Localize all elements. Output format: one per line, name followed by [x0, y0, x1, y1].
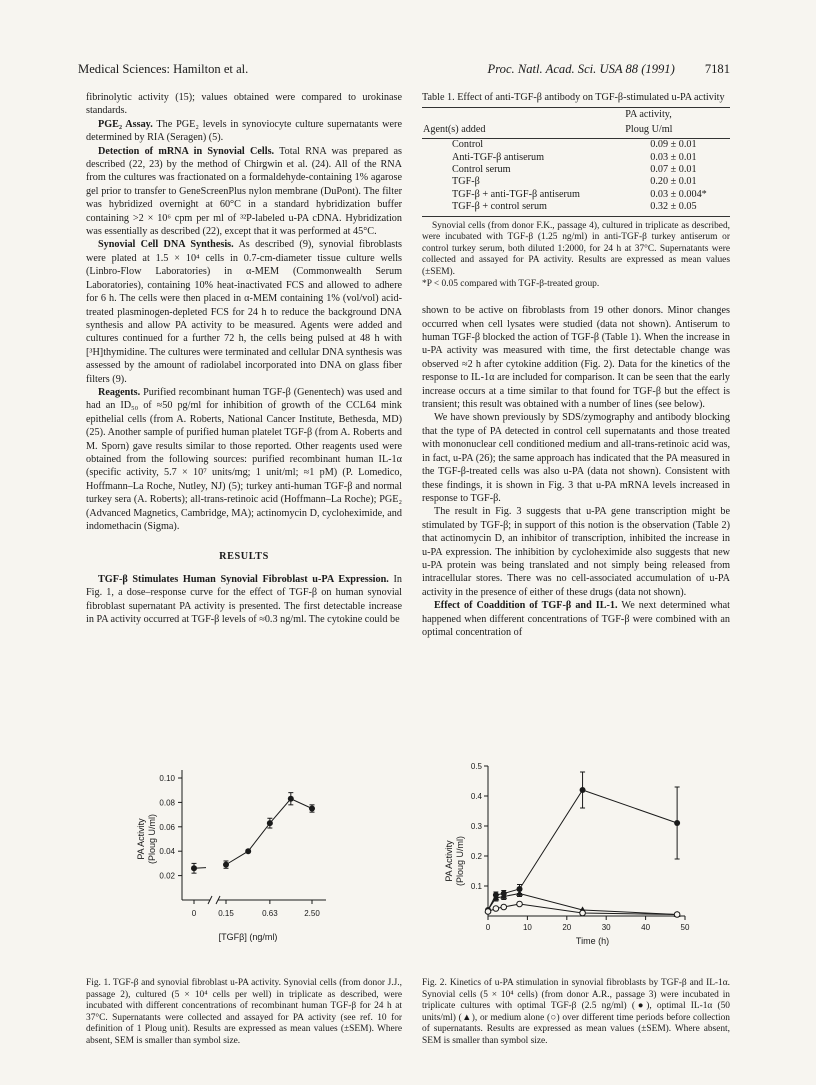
fig2-data-point	[501, 904, 507, 910]
fig2-caption	[422, 978, 730, 1048]
paragraph	[86, 118, 402, 145]
paragraph	[86, 386, 402, 533]
table-note-text: Synovial cells (from donor F.K., passage 4), cultured in triplicate as described, were incubated with TGF-β (1.25 ng/ml) in anti-TGF-β turkey antiserum or control turkey serum, both diluted 1:2000, for 24 h at 37°C. Supernatants were collected and assayed for PA activity. Results are expressed as mean values (±SEM).	[422, 220, 730, 278]
table-row	[422, 139, 730, 152]
section-title: RESULTS	[219, 551, 269, 563]
fig1-data-point	[191, 865, 197, 871]
table-cell: Control serum	[452, 164, 511, 176]
fig1-caption-label: Fig. 1.	[86, 978, 111, 988]
paragraph-text: As described (9), synovial fibroblasts were plated at 1.5 × 10⁴ cells in 0.7-cm-diameter tissue culture wells (Linbro-Flow Laboratories) in α-MEM (Commonwealth Serum Laboratories), containing 10% heat-inactivated FCS and allowed to adhere for 6 h. The cells were then placed in α-MEM containing 1% (vol/vol) acid-treated plasminogen-depleted FCS for 24 h to reduce the background DNA synthesis and allow PA activity to be measured. Agents were added and cultures continued for a further 72 h, the cells being pulsed at 48 h with [³H]thymidine. The cultures were terminated and cellular DNA synthesis was assessed by the amount of radiolabel incorporated into DNA on glass fiber filters (9).	[86, 239, 403, 385]
fig2-data-point	[517, 901, 523, 907]
fig2-x-tick-label: 40	[641, 923, 651, 932]
table-cell: 0.03 ± 0.004*	[650, 188, 707, 200]
table-cell: TGF-β	[452, 176, 480, 188]
paragraph: shown to be active on fibroblasts from 19 other donors. Minor changes occurred when cell lysates were studied (data not shown). Antiserum to human TGF-β blocked the action of TGF-β (Table 1). When the increase in u-PA activity was measured with time, the first detectable change was observed ≈2 h after cytokine addition (Fig. 2). Data for the kinetics of the response to IL-1α are included for comparison. It can be seen that the early increase occurs at a time similar to that found for TGF-β but the effect is transient; this result was obtained with a number of lines (see below).	[422, 305, 730, 411]
table-cell: 0.20 ± 0.01	[650, 176, 697, 188]
fig1-y-label-units: (Ploug U/ml)	[147, 813, 157, 865]
paragraph-text: Total RNA was prepared as described (22, 23) by the method of Chirgwin et al. (24). All of the RNA from the cultures was fractionated on a formaldehyde-containing 1% agarose gel prior to transfer to GeneScreenPlus nylon membrane (DuPont). The filter was hybridized overnight at 60°C in a standard hybridization buffer containing >2 × 10⁶ cpm per ml of ³²P-labeled u-PA cDNA. Hybridization was essentially as described (22), except that it was performed at 45°C.	[86, 145, 402, 238]
table-cell: Control	[452, 139, 484, 151]
header-journal: Proc. Natl. Acad. Sci. USA 88 (1991)	[487, 62, 675, 76]
table-cell: TGF-β + anti-TGF-β antiserum	[452, 188, 580, 200]
figure-1	[120, 758, 350, 953]
fig1-data-point	[245, 848, 251, 854]
fig1-x-tick-label: 0.15	[218, 909, 234, 918]
run-in-heading: Detection of mRNA in Synovial Cells.	[98, 145, 275, 157]
fig1-x-label: [TGFβ] (ng/ml)	[218, 932, 278, 942]
run-in-heading: Effect of Coaddition of TGF-β and IL-1.	[434, 600, 618, 612]
fig2-data-point	[493, 906, 499, 912]
table-header	[422, 108, 624, 123]
fig2-x-tick-label: 10	[522, 923, 532, 932]
figure-2	[430, 756, 720, 971]
table-cell: 0.32 ± 0.05	[624, 201, 730, 216]
run-in-heading: TGF-β Stimulates Human Synovial Fibroblast u-PA Expression.	[98, 573, 389, 585]
fig1-y-tick-label: 0.10	[159, 774, 175, 783]
fig2-data-point	[580, 787, 586, 793]
fig2-caption-text: Kinetics of u-PA stimulation in synovial fibroblasts by TGF-β and IL-1α. Synovial cells (5 × 10⁴ cells) (from donor A.R., passage 3) were incubated in triplicate cultures with optimal TGF-β (2.5 ng/ml) (●), optimal IL-1α (50 units/ml) (▲), or medium alone (○) over different time periods before collection of supernatants. Results are expressed as mean values (±SEM). Where absent, SEM is smaller than symbol size.	[422, 978, 730, 1046]
paragraph	[422, 599, 730, 639]
paragraph-text: Purified recombinant human TGF-β (Genentech) was used and had an ID₅₀ of ≈50 pg/ml for inhibition of growth of the CCL64 mink epithelial cells (from A. Roberts, National Cancer Institute, Bethesda, MD) (25). Another sample of purified human platelet TGF-β (from A. Roberts and M. Sporn) gave results similar to those reported. Other reagents used were obtained from the following sources: purified recombinant human IL-1α (specific activity, 5.7 × 10⁷ units/mg; 1 unit/ml; ≈1 pM) (P. Lomedico, Hoffmann–La Roche, Nutley, NJ) (5); turkey anti-human TGF-β and normal turkey sera (A. Roberts); all-trans-retinoic acid (Hoffmann–La Roche); PGE₂ (Advanced Magnetics, Cambridge, MA); actinomycin D, cycloheximide, and indomethacin (Sigma).	[86, 386, 403, 532]
paragraph-text: In Fig. 1, a dose–response curve for the effect of TGF-β on human synovial fibroblast supernatant PA activity is presented. The first detectable increase in PA activity occurred at TGF-β levels of ≈0.3 ng/ml. The cytokine could be	[86, 573, 402, 626]
fig2-caption-label: Fig. 2.	[422, 978, 447, 988]
fig2-y-tick-label: 0.2	[470, 852, 482, 861]
fig2-x-tick-label: 50	[680, 923, 690, 932]
fig1-y-label: PA Activity	[136, 818, 146, 860]
page-number: 7181	[704, 62, 730, 76]
fig2-y-label-units: (Ploug U/ml)	[455, 835, 465, 887]
paragraph	[86, 573, 402, 627]
run-in-heading: PGE₂ Assay.	[98, 118, 153, 130]
fig1-data-point	[223, 862, 229, 868]
fig2-data-point	[674, 820, 680, 826]
table-cell: 0.03 ± 0.01	[650, 151, 697, 163]
right-column	[422, 91, 730, 639]
paragraph	[86, 238, 402, 385]
table-row	[422, 164, 730, 176]
fig1-y-tick-label: 0.08	[159, 798, 175, 808]
run-in-heading: Synovial Cell DNA Synthesis.	[98, 239, 234, 251]
table-header: Ploug U/ml	[624, 123, 730, 139]
fig1-x-tick-label: 0	[191, 909, 197, 918]
fig2-y-tick-label: 0.5	[470, 762, 482, 771]
fig2-data-point	[674, 912, 680, 918]
table-cell: 0.07 ± 0.01	[650, 164, 697, 176]
fig1-series-line	[226, 799, 312, 865]
fig2-x-tick-label: 0	[485, 923, 491, 932]
fig2-y-tick-label: 0.4	[470, 792, 482, 801]
table-row	[422, 201, 730, 216]
fig2-data-point	[485, 909, 491, 915]
fig1-data-point	[288, 796, 294, 802]
table-row	[422, 189, 730, 201]
fig1-y-tick-label: 0.04	[159, 847, 175, 857]
table-footnote: *P < 0.05 compared with TGF-β-treated group.	[422, 278, 600, 289]
fig2-x-label: Time (h)	[575, 936, 610, 946]
fig2-data-point	[580, 910, 586, 916]
paragraph-text: We next determined what happened when different concentrations of TGF-β were combined with an optimal concentration of	[422, 600, 730, 638]
table-row	[422, 152, 730, 164]
paragraph: We have shown previously by SDS/zymography and antibody blocking that the type of PA detected in control cell supernatants and those treated with mononuclear cell conditioned medium and all-trans-retinoic acid was, in fact, u-PA (26); the same approach has indicated that the PA measured in the TGF-β-treated cells was also u-PA (data not shown). Consistent with these findings, it is shown in Fig. 3 that u-PA mRNA levels increased in response to TGF-β.	[422, 412, 730, 504]
fig1-caption-text: TGF-β and synovial fibroblast u-PA activity. Synovial cells (from donor J.J., passage 2), cultured (5 × 10⁴ cells per well) in triplicate as described, were incubated with different concentrations of recombinant human TGF-β for 24 h at 37°C. Supernatants were collected and assayed for PA activity (see ref. 10 for definition of 1 Ploug unit). Results are expressed as mean values (±SEM). Where absent, SEM is smaller than symbol size.	[86, 978, 402, 1046]
table-header: PA activity,	[624, 108, 730, 123]
paragraph: The result in Fig. 3 suggests that u-PA gene transcription might be stimulated by TGF-β; in support of this notion is the observation (Table 2) that actinomycin D, an inhibitor of transcription, inhibited the increase in u-PA expression. The inhibition by cycloheximide also suggests that new u-PA protein was being translated and not simply being released from intracellular stores. There was no cell-associated accumulation of u-PA activity in the presence of either of these drugs (data not shown).	[422, 506, 730, 598]
fig2-y-tick-label: 0.1	[470, 882, 482, 891]
fig1-chart	[120, 758, 350, 948]
fig2-x-tick-label: 30	[601, 923, 611, 932]
fig1-data-point	[309, 806, 315, 812]
fig2-x-tick-label: 20	[562, 923, 572, 932]
fig1-y-tick-label: 0.06	[159, 822, 175, 832]
header-right	[488, 62, 730, 77]
paragraph: fibrinolytic activity (15); values obtained were compared to urokinase standards.	[86, 92, 402, 117]
table-header: Agent(s) added	[422, 123, 624, 139]
fig2-y-tick-label: 0.3	[470, 822, 482, 831]
table-row	[422, 176, 730, 188]
table-cell: Anti-TGF-β antiserum	[452, 151, 545, 163]
fig1-data-point	[267, 820, 273, 826]
fig1-caption	[86, 978, 402, 1048]
fig1-y-tick-label: 0.02	[159, 871, 175, 881]
running-header	[78, 62, 730, 78]
table-cell: 0.09 ± 0.01	[650, 139, 697, 151]
paragraph	[86, 145, 402, 239]
table-cell: TGF-β + control serum	[422, 201, 624, 216]
fig1-x-tick-label: 0.63	[262, 909, 278, 918]
fig2-chart	[430, 756, 720, 966]
left-column	[86, 91, 402, 626]
paragraph-text: The PGE₂ levels in synoviocyte culture supernatants were determined by RIA (Seragen) (5).	[86, 118, 402, 144]
fig1-x-tick-label: 2.50	[304, 909, 320, 918]
header-left: Medical Sciences: Hamilton et al.	[78, 62, 249, 76]
table-1	[422, 107, 730, 216]
table-note	[422, 221, 730, 291]
fig2-y-label: PA Activity	[444, 840, 454, 882]
run-in-heading: Reagents.	[98, 386, 141, 398]
table-caption: Table 1. Effect of anti-TGF-β antibody on TGF-β-stimulated u-PA activity	[422, 92, 725, 103]
